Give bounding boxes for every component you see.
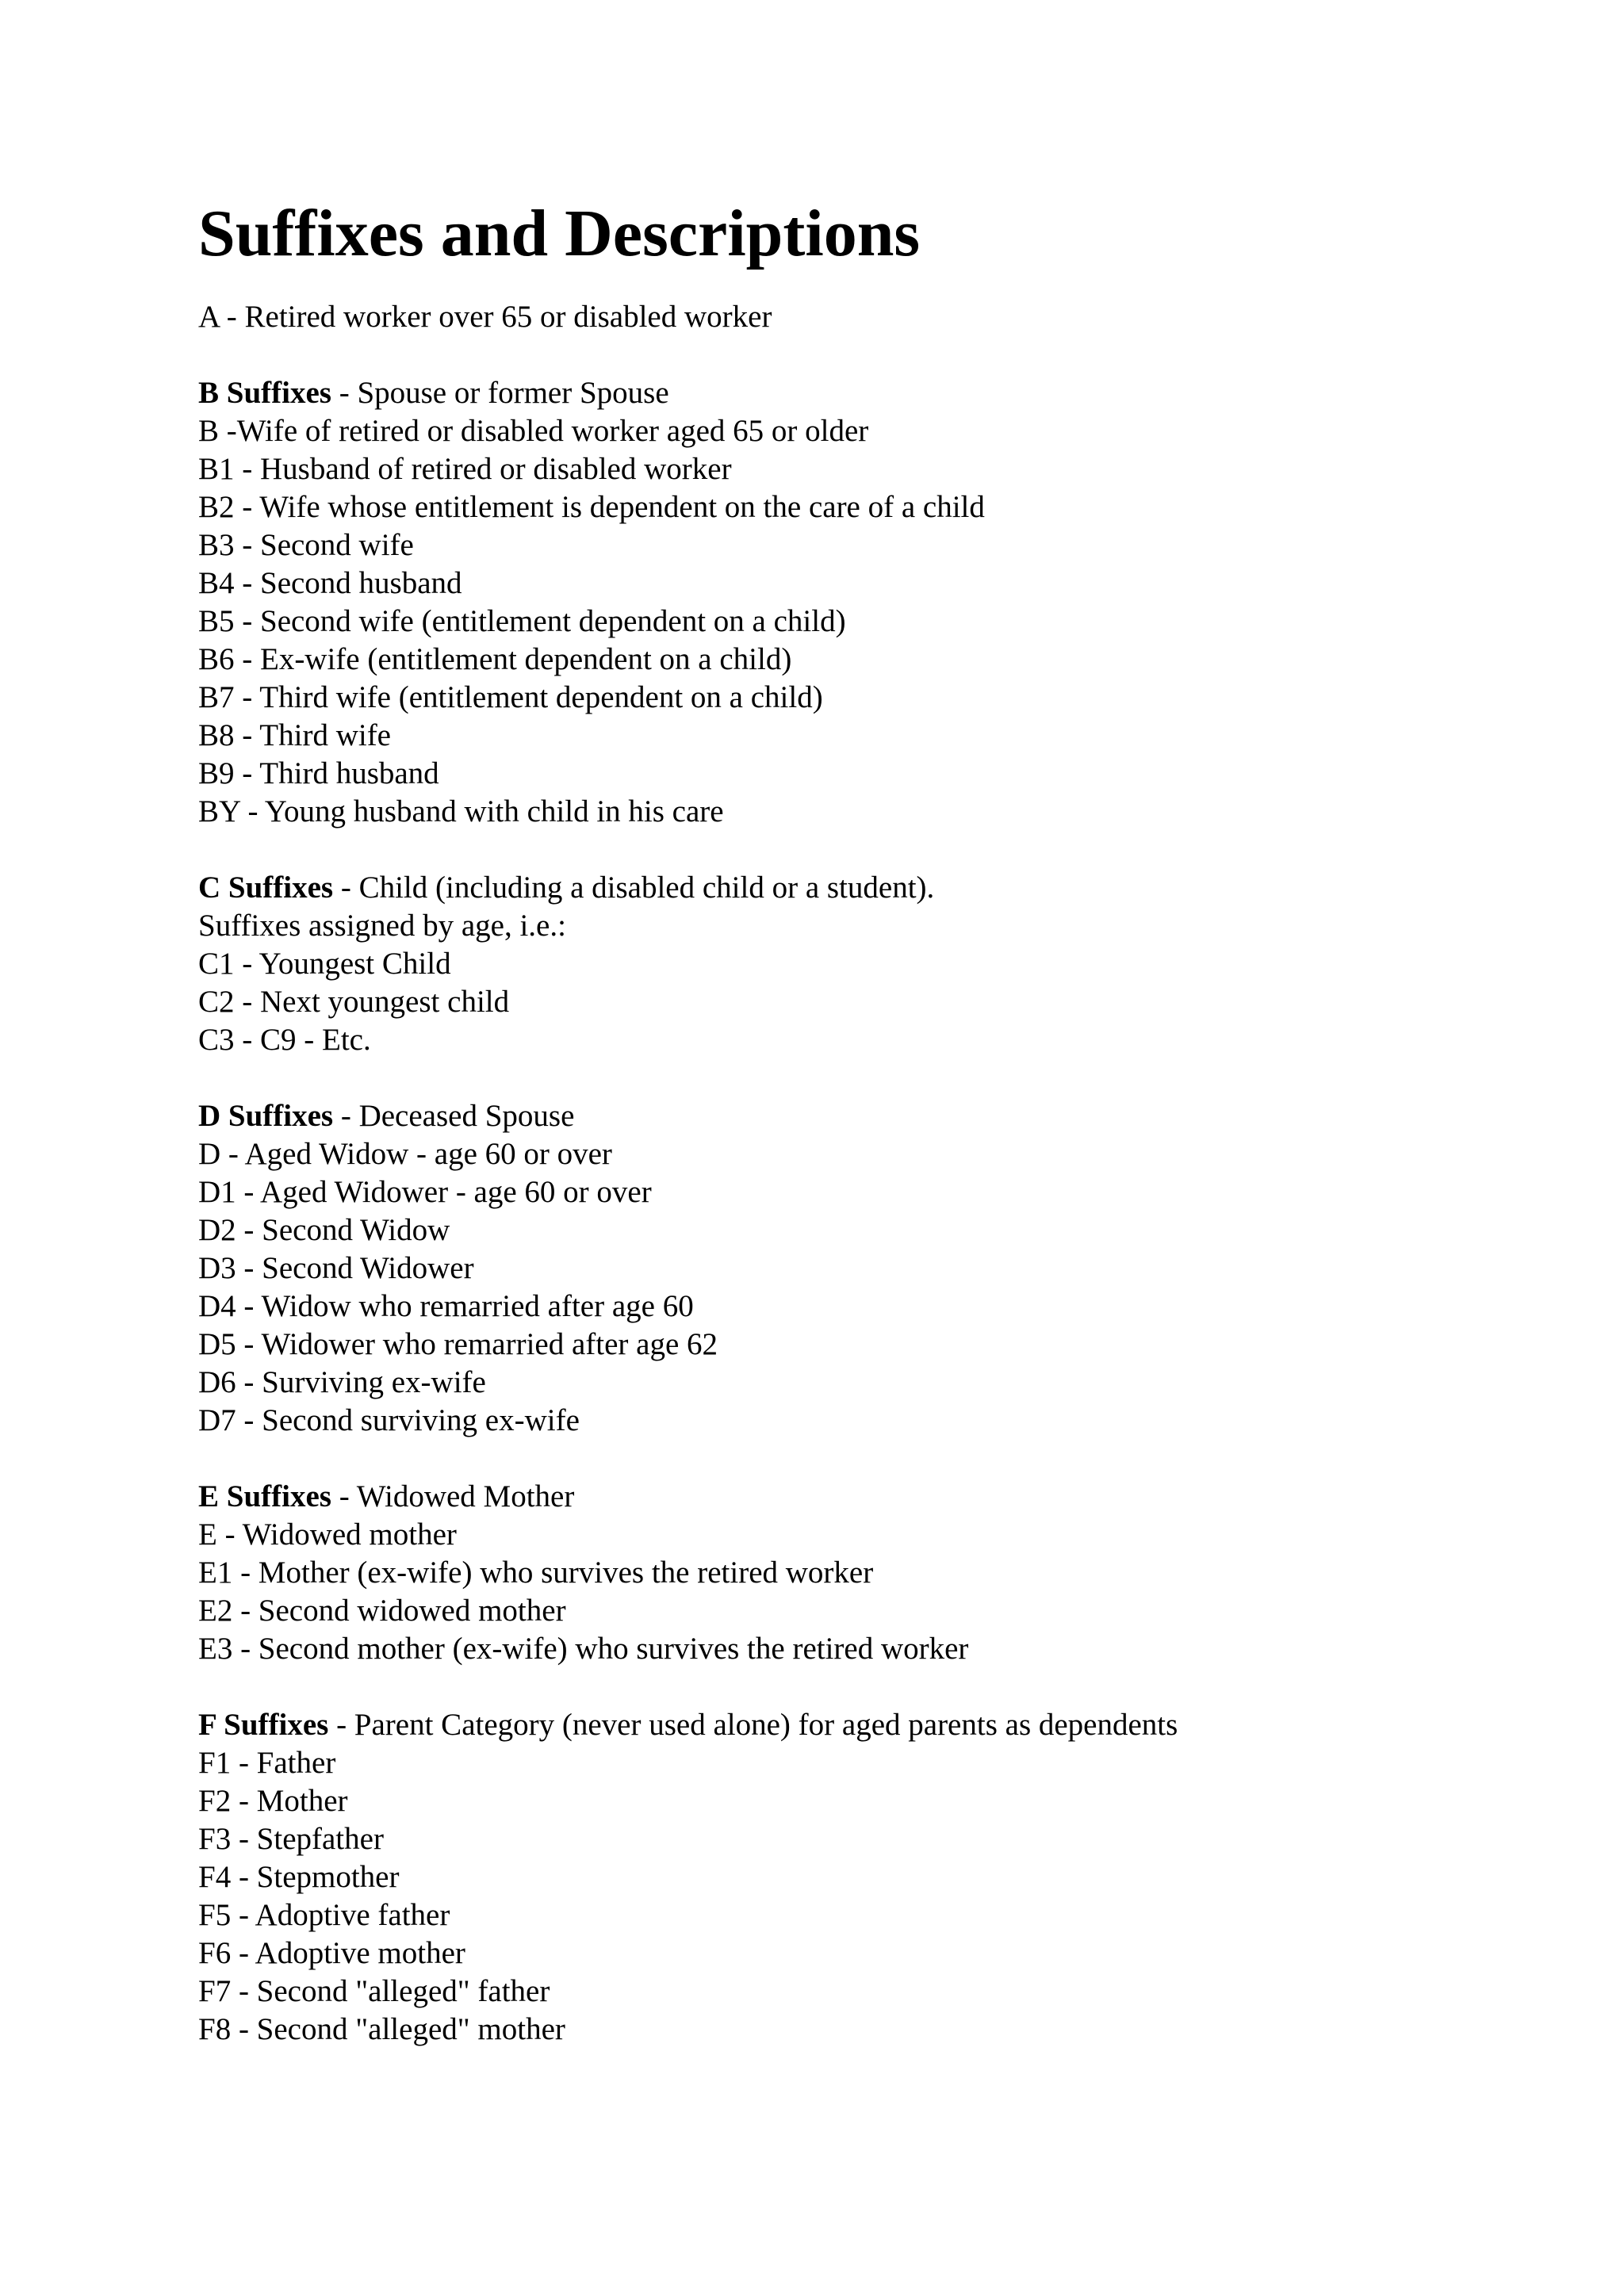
section-heading-bold: D Suffixes <box>198 1099 334 1133</box>
section-heading-bold: B Suffixes <box>198 376 331 410</box>
page-title: Suffixes and Descriptions <box>198 197 921 270</box>
list-item: C1 - Youngest Child <box>198 947 451 981</box>
section-heading-bold: C Suffixes <box>198 871 334 905</box>
list-item: E - Widowed mother <box>198 1517 457 1552</box>
list-item: D3 - Second Widower <box>198 1251 474 1285</box>
list-item: E1 - Mother (ex-wife) who survives the retired worker <box>198 1556 874 1590</box>
list-item: C3 - C9 - Etc. <box>198 1023 371 1057</box>
section-heading-b <box>198 374 1546 412</box>
list-item: F7 - Second "alleged" father <box>198 1974 550 2008</box>
list-item: D7 - Second surviving ex-wife <box>198 1403 580 1437</box>
list-item: E2 - Second widowed mother <box>198 1594 566 1628</box>
section-heading-text: - Widowed Mother <box>331 1479 575 1513</box>
list-item: B2 - Wife whose entitlement is dependent on the care of a child <box>198 490 985 524</box>
list-item: D5 - Widower who remarried after age 62 <box>198 1327 718 1361</box>
list-item: D2 - Second Widow <box>198 1213 450 1247</box>
document-page <box>198 190 1546 2049</box>
list-item: BY - Young husband with child in his care <box>198 794 724 828</box>
section-heading-c <box>198 869 1546 907</box>
list-item: D1 - Aged Widower - age 60 or over <box>198 1175 652 1209</box>
section-heading-text: - Parent Category (never used alone) for aged parents as dependents <box>328 1708 1178 1742</box>
list-item: F4 - Stepmother <box>198 1860 400 1894</box>
list-item: D4 - Widow who remarried after age 60 <box>198 1289 694 1323</box>
list-item: F6 - Adoptive mother <box>198 1936 465 1970</box>
section-gap <box>198 1440 1546 1478</box>
section-heading-e <box>198 1478 1546 1516</box>
list-item: B7 - Third wife (entitlement dependent on a child) <box>198 680 823 714</box>
list-item: F8 - Second "alleged" mother <box>198 2012 565 2046</box>
section-heading-text: - Spouse or former Spouse <box>331 376 669 410</box>
section-heading-d <box>198 1097 1546 1135</box>
list-item: B -Wife of retired or disabled worker aged 65 or older <box>198 414 869 448</box>
section-gap <box>198 831 1546 869</box>
section-gap <box>198 1059 1546 1097</box>
list-item: D - Aged Widow - age 60 or over <box>198 1137 612 1171</box>
list-item: C2 - Next youngest child <box>198 985 510 1019</box>
list-item: F5 - Adoptive father <box>198 1898 450 1932</box>
list-item: B5 - Second wife (entitlement dependent on a child) <box>198 604 846 638</box>
section-heading-bold: E Suffixes <box>198 1479 331 1513</box>
section-gap <box>198 336 1546 374</box>
list-item: B8 - Third wife <box>198 718 391 752</box>
intro-line: A - Retired worker over 65 or disabled worker <box>198 300 772 334</box>
section-gap <box>198 1668 1546 1706</box>
list-item: Suffixes assigned by age, i.e.: <box>198 909 566 943</box>
list-item: B3 - Second wife <box>198 528 414 562</box>
list-item: F1 - Father <box>198 1746 336 1780</box>
list-item: B1 - Husband of retired or disabled worker <box>198 452 732 486</box>
list-item: D6 - Surviving ex-wife <box>198 1365 486 1399</box>
list-item: F3 - Stepfather <box>198 1822 384 1856</box>
list-item: E3 - Second mother (ex-wife) who survives the retired worker <box>198 1632 969 1666</box>
section-heading-text: - Child (including a disabled child or a student). <box>333 871 935 905</box>
section-heading-bold: F Suffixes <box>198 1708 329 1742</box>
list-item: B9 - Third husband <box>198 756 439 790</box>
list-item: B6 - Ex-wife (entitlement dependent on a child) <box>198 642 792 676</box>
list-item: B4 - Second husband <box>198 566 462 600</box>
section-heading-text: - Deceased Spouse <box>333 1099 575 1133</box>
section-heading-f <box>198 1706 1546 1744</box>
list-item: F2 - Mother <box>198 1784 348 1818</box>
